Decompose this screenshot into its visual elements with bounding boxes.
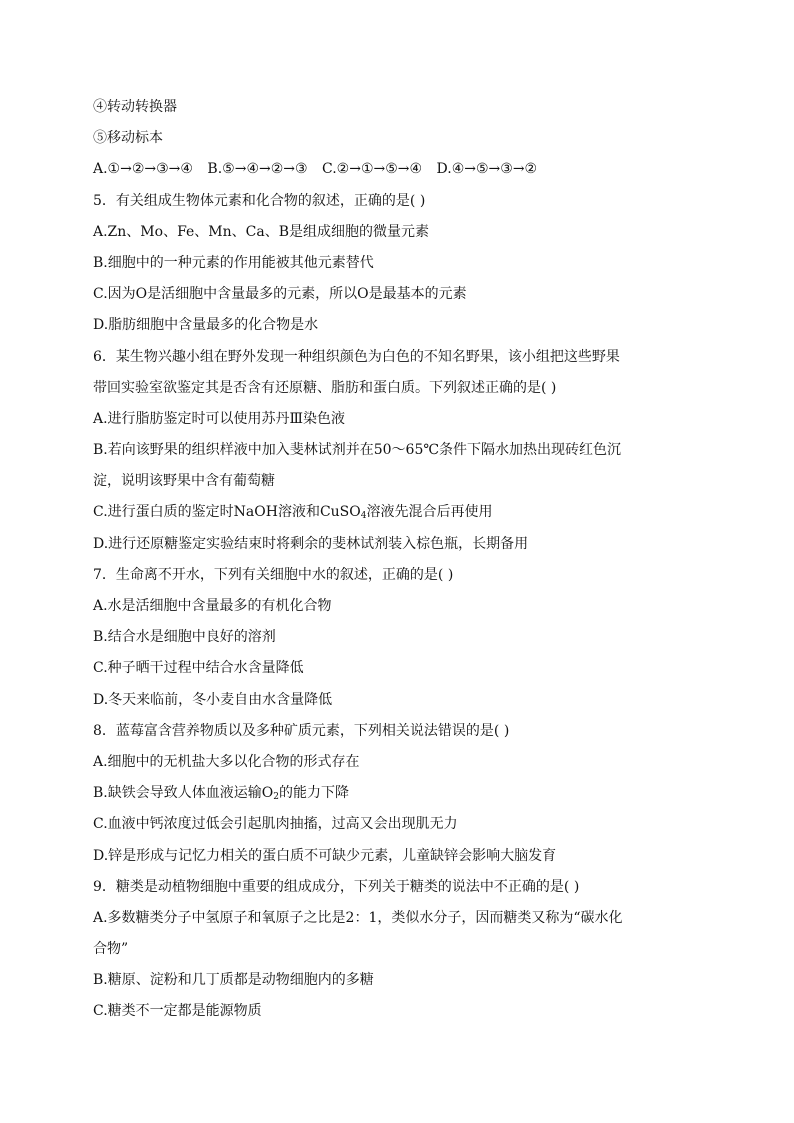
q8-choice-a: A.细胞中的无机盐大多以化合物的形式存在: [93, 753, 360, 770]
q9-choice-c: C.糖类不一定都是能源物质: [93, 1003, 262, 1020]
q8-choice-b-text-end: 的能力下降: [278, 785, 349, 802]
option-step-5: ⑤移动标本: [93, 130, 163, 147]
q8-stem: 8．蓝莓富含营养物质以及多种矿质元素，下列相关说法错误的是( ): [93, 722, 510, 739]
q6-choice-b-line-1: B.若向该野果的组织样液中加入斐林试剂并在50～65℃条件下隔水加热出现砖红色沉: [93, 442, 622, 459]
q7-choice-a: A.水是活细胞中含量最多的有机化合物: [93, 598, 332, 614]
q6-stem-line-2: 带回实验室欲鉴定其是否含有还原糖、脂肪和蛋白质。下列叙述正确的是( ): [93, 379, 557, 396]
option-step-4: ④转动转换器: [93, 99, 177, 115]
subscript: 4: [360, 511, 367, 522]
q6-choice-b-line-2: 淀，说明该野果中含有葡萄糖: [93, 473, 275, 490]
q4-choice-c: C.②→①→⑤→④: [322, 161, 423, 178]
q6-choice-c: [93, 497, 713, 528]
q8-choice-b: [93, 778, 713, 809]
subscript: 2: [273, 792, 279, 803]
q4-answer-choices: [93, 154, 713, 185]
q4-choice-b: B.⑤→④→②→③: [207, 161, 308, 178]
q7-choice-b: B.结合水是细胞中良好的溶剂: [93, 629, 276, 646]
q9-choice-a-line-2: 合物”: [93, 941, 129, 958]
q7-stem: 7．生命离不开水，下列有关细胞中水的叙述，正确的是( ): [93, 566, 454, 583]
q5-choice-c: C.因为O是活细胞中含量最多的元素，所以O是最基本的元素: [93, 286, 467, 303]
q6-choice-a: A.进行脂肪鉴定时可以使用苏丹Ⅲ染色液: [93, 410, 346, 427]
q4-choice-a: A.①→②→③→④: [93, 161, 193, 178]
q8-choice-c: C.血液中钙浓度过低会引起肌肉抽搐，过高又会出现肌无力: [93, 816, 458, 833]
q5-choice-d: D.脂肪细胞中含量最多的化合物是水: [93, 317, 319, 334]
q6-choice-c-text-end: 溶液先混合后再使用: [366, 504, 493, 521]
q8-choice-d: D.锌是形成与记忆力相关的蛋白质不可缺少元素，儿童缺锌会影响大脑发育: [93, 847, 557, 864]
q4-choice-d: D.④→⑤→③→②: [436, 161, 538, 178]
q5-choice-b: B.细胞中的一种元素的作用能被其他元素替代: [93, 254, 374, 271]
q7-choice-c: C.种子晒干过程中结合水含量降低: [93, 660, 304, 677]
document-page: [93, 92, 713, 1028]
q5-choice-a: A.Zn、Mo、Fe、Mn、Ca、B是组成细胞的微量元素: [93, 223, 429, 240]
q5-stem: 5．有关组成生物体元素和化合物的叙述，正确的是( ): [93, 192, 426, 209]
q9-stem: 9．糖类是动植物细胞中重要的组成成分，下列关于糖类的说法中不正确的是( ): [93, 878, 580, 895]
q9-choice-a-line-1: A.多数糖类分子中氢原子和氧原子之比是2：1，类似水分子，因而糖类又称为“碳水化: [93, 909, 623, 926]
q8-choice-b-text: B.缺铁会导致人体血液运输O: [93, 785, 274, 802]
q6-stem-line-1: 6．某生物兴趣小组在野外发现一种组织颜色为白色的不知名野果，该小组把这些野果: [93, 348, 620, 365]
q6-choice-d: D.进行还原糖鉴定实验结束时将剩余的斐林试剂装入棕色瓶，长期备用: [93, 535, 529, 552]
q6-choice-c-text: C.进行蛋白质的鉴定时NaOH溶液和CuSO: [93, 504, 361, 521]
q7-choice-d: D.冬天来临前，冬小麦自由水含量降低: [93, 691, 333, 708]
q9-choice-b: B.糖原、淀粉和几丁质都是动物细胞内的多糖: [93, 972, 374, 989]
